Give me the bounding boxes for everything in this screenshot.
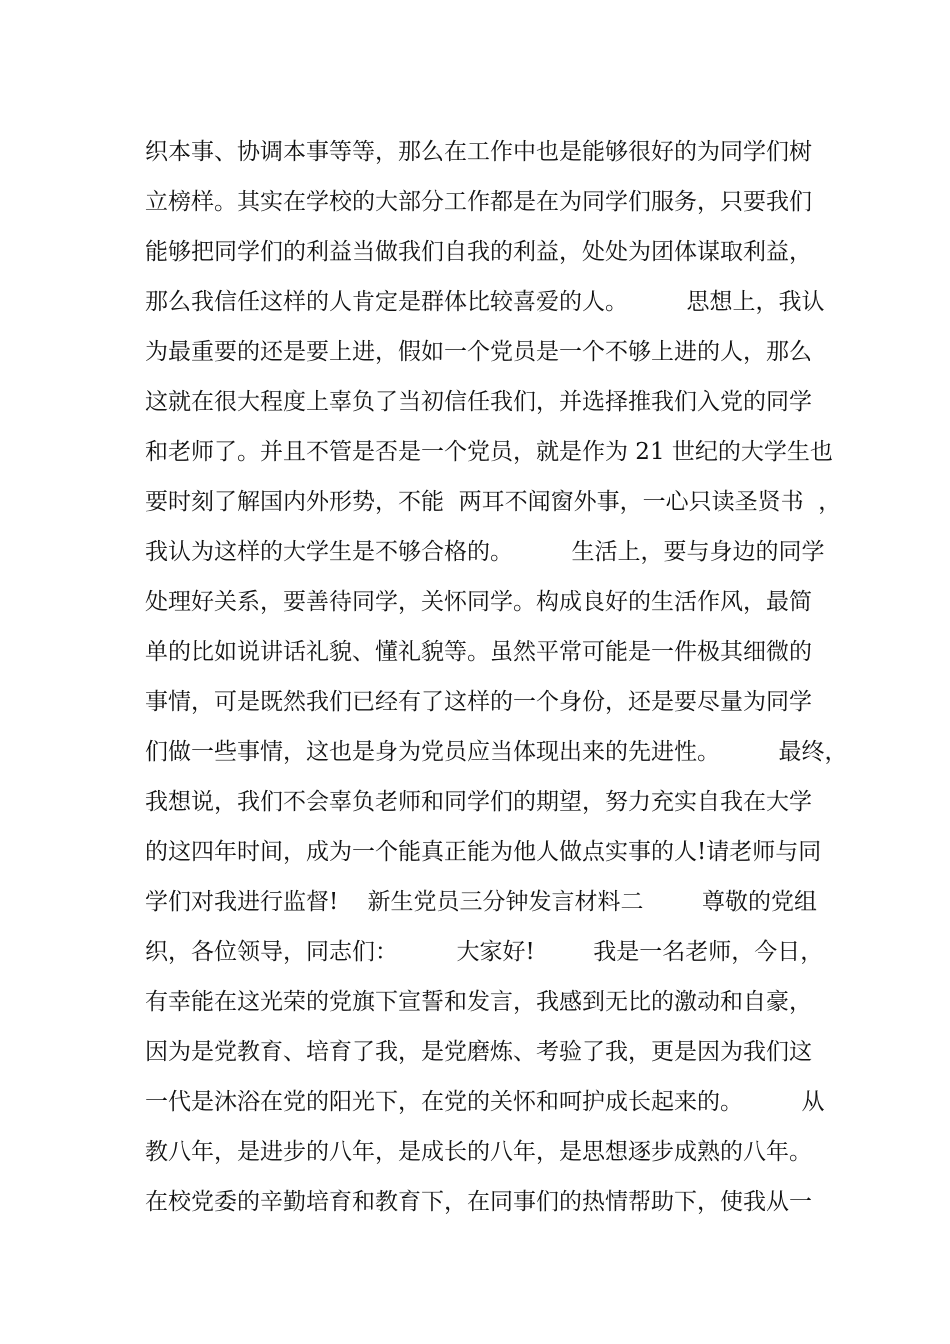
text-line: 教八年，是进步的八年，是成长的八年，是思想逐步成熟的八年。 (145, 1139, 812, 1165)
text-line: 学们对我进行监督! 新生党员三分钟发言材料二 尊敬的党组 (145, 889, 817, 915)
text-line: 那么我信任这样的人肯定是群体比较喜爱的人。 思想上，我认 (145, 289, 825, 315)
text-line: 一代是沐浴在党的阳光下，在党的关怀和呵护成长起来的。 从 (145, 1089, 825, 1115)
text-line: 织，各位领导，同志们： 大家好! 我是一名老师，今日， (145, 939, 824, 965)
text-line: 我认为这样的大学生是不够合格的。 生活上，要与身边的同学 (145, 539, 825, 565)
body-text (145, 127, 848, 1227)
text-line: 要时刻了解国内外形势，不能 两耳不闻窗外事，一心只读圣贤书 ， (145, 489, 842, 515)
text-line: 处理好关系，要善待同学，关怀同学。构成良好的生活作风，最简 (145, 589, 812, 615)
text-line: 的这四年时间，成为一个能真正能为他人做点实事的人!请老师与同 (145, 839, 822, 865)
text-line: 事情，可是既然我们已经有了这样的一个身份，还是要尽量为同学 (145, 689, 812, 715)
text-line: 这就在很大程度上辜负了当初信任我们，并选择推我们入党的同学 (145, 389, 812, 415)
text-line: 在校党委的辛勤培育和教育下，在同事们的热情帮助下，使我从一 (145, 1189, 812, 1215)
text-line: 和老师了。并且不管是否是一个党员，就是作为 21 世纪的大学生也 (145, 439, 833, 465)
text-line: 因为是党教育、培育了我，是党磨炼、考验了我，更是因为我们这 (145, 1039, 812, 1065)
text-line: 织本事、协调本事等等，那么在工作中也是能够很好的为同学们树 (145, 139, 812, 165)
text-line: 我想说，我们不会辜负老师和同学们的期望，努力充实自我在大学 (145, 789, 812, 815)
text-line: 为最重要的还是要上进，假如一个党员是一个不够上进的人，那么 (145, 339, 812, 365)
text-line: 单的比如说讲话礼貌、懂礼貌等。虽然平常可能是一件极其细微的 (145, 639, 812, 665)
text-line: 们做一些事情，这也是身为党员应当体现出来的先进性。 最终， (145, 739, 848, 765)
text-line: 有幸能在这光荣的党旗下宣誓和发言，我感到无比的激动和自豪， (145, 989, 812, 1015)
text-line: 立榜样。其实在学校的大部分工作都是在为同学们服务，只要我们 (145, 189, 812, 215)
text-line: 能够把同学们的利益当做我们自我的利益，处处为团体谋取利益， (145, 239, 812, 265)
